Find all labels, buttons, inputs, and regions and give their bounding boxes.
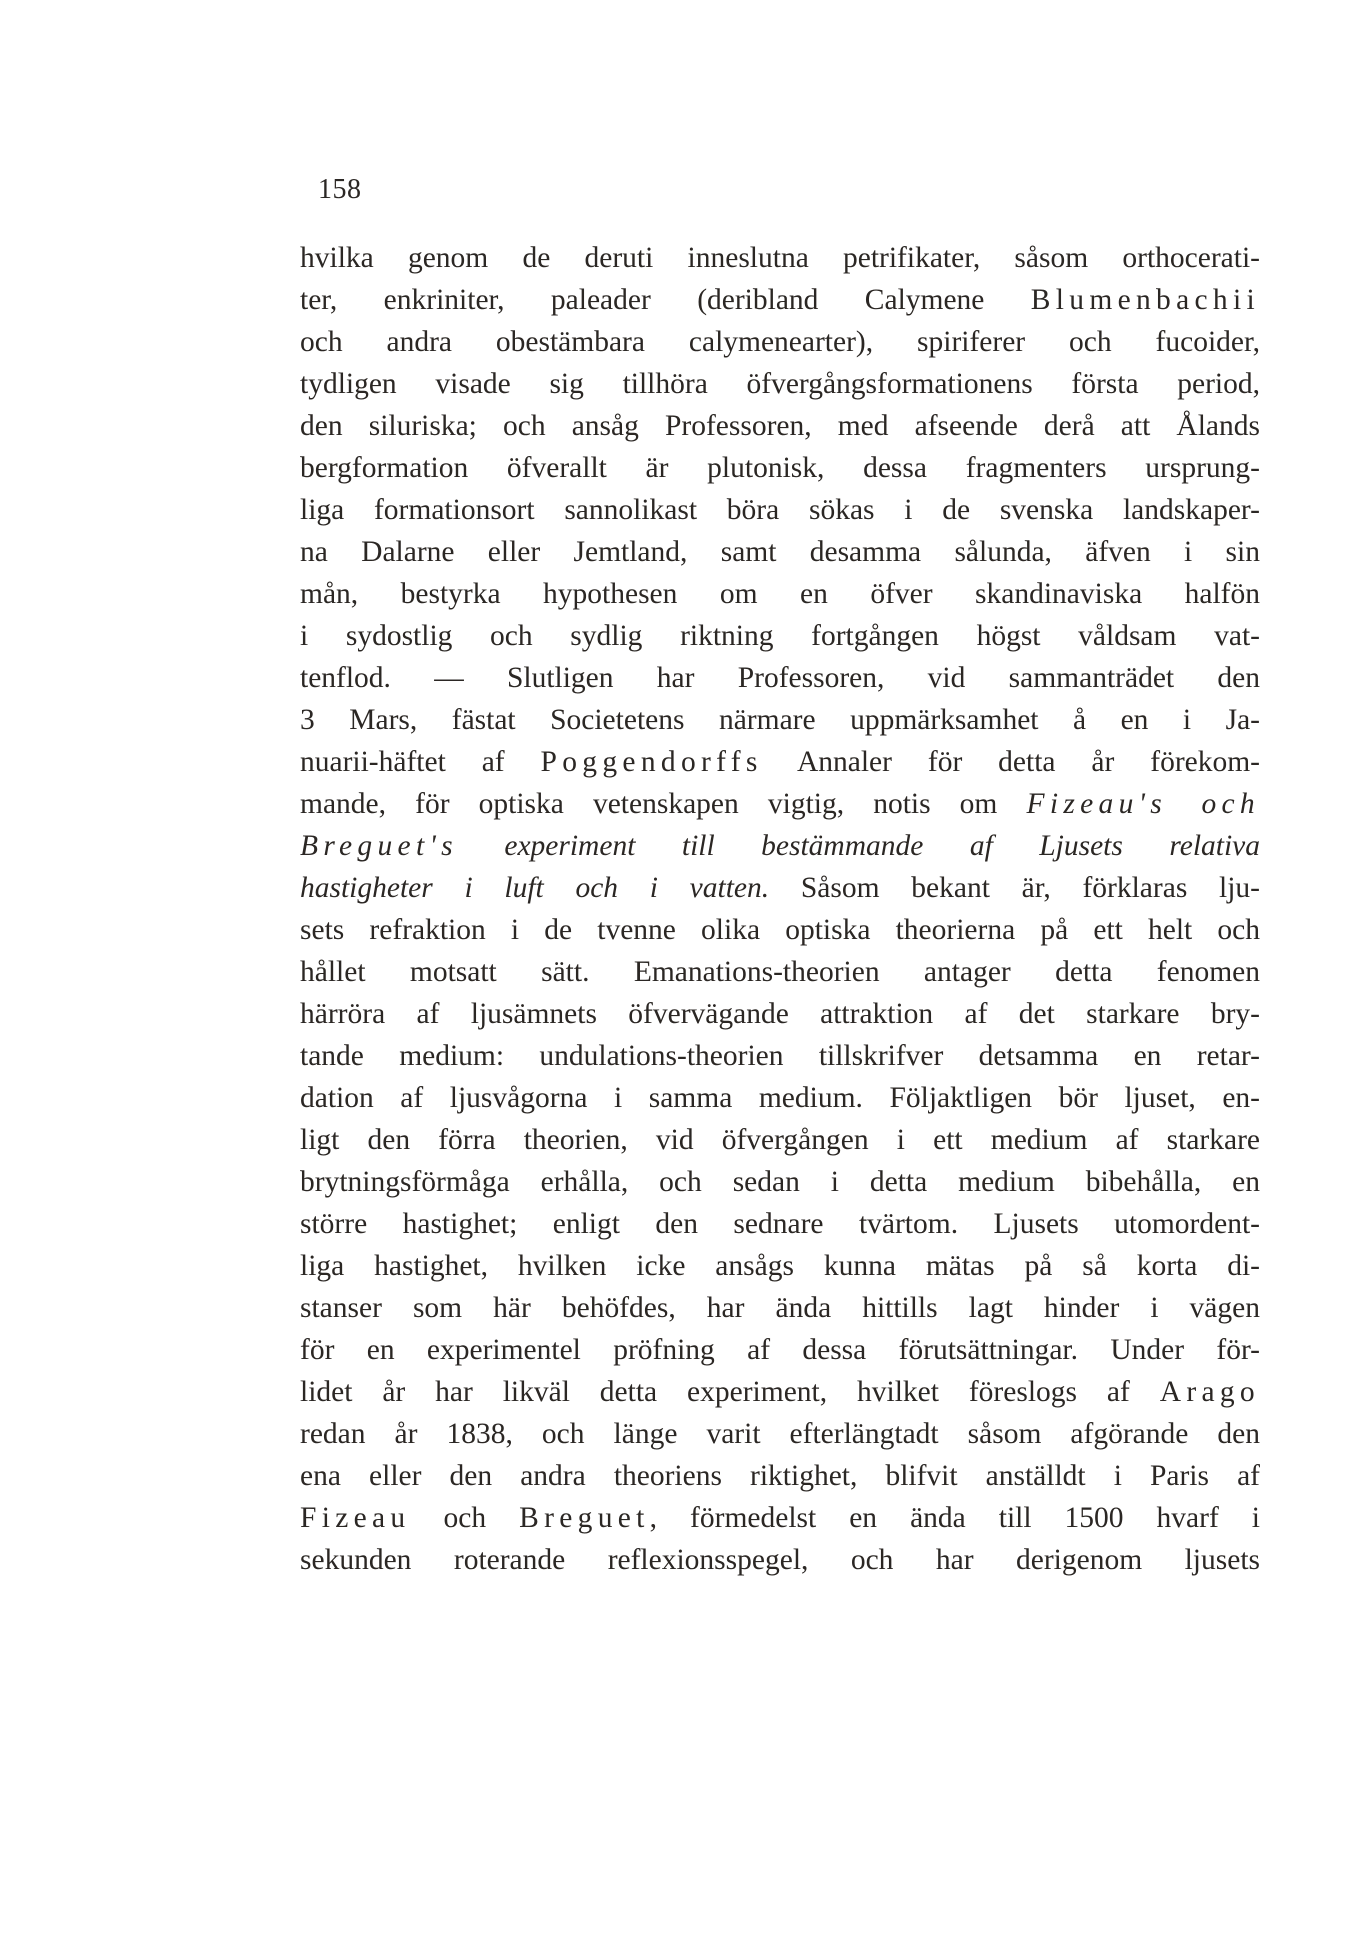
text-segment: tande medium: undulations-theorien tillskrifver detsamma en retar- — [300, 1040, 1260, 1072]
text-segment: Breguet — [519, 1502, 650, 1534]
text-line — [300, 1287, 1260, 1329]
text-line — [300, 741, 1260, 783]
text-segment: mån, bestyrka hypothesen om en öfver skandinaviska halfön — [300, 578, 1260, 610]
text-segment: sekunden roterande reflexionsspegel, och har derigenom ljusets — [300, 1544, 1260, 1576]
text-segment: na Dalarne eller Jemtland, samt desamma sålunda, äfven i sin — [300, 536, 1260, 568]
text-line — [300, 1035, 1260, 1077]
text-line — [300, 1203, 1260, 1245]
text-segment: tydligen visade sig tillhöra öfvergångsformationens första period, — [300, 368, 1260, 400]
text-line — [300, 279, 1260, 321]
text-segment: stanser som här behöfdes, har ända hittills lagt hinder i vägen — [300, 1292, 1260, 1324]
text-segment: hållet motsatt sätt. Emanations-theorien antager detta fenomen — [300, 956, 1260, 988]
text-line — [300, 1077, 1260, 1119]
text-segment: , förmedelst en ända till 1500 hvarf i — [649, 1502, 1260, 1534]
text-line — [300, 1497, 1260, 1539]
text-line — [300, 489, 1260, 531]
text-line — [300, 657, 1260, 699]
text-segment: ligt den förra theorien, vid öfvergången i ett medium af starkare — [300, 1124, 1260, 1156]
text-segment: ter, enkriniter, paleader (deribland Calymene — [300, 284, 1031, 316]
text-line — [300, 825, 1260, 867]
text-segment: hastigheter i luft och i vatten. — [300, 872, 770, 904]
text-line — [300, 699, 1260, 741]
text-line — [300, 1119, 1260, 1161]
text-line — [300, 1245, 1260, 1287]
text-line — [300, 867, 1260, 909]
text-segment: lidet år har likväl detta experiment, hvilket föreslogs af — [300, 1376, 1160, 1408]
text-segment: tenflod. — Slutligen har Professoren, vid sammanträdet den — [300, 662, 1260, 694]
text-segment: Annaler för detta år förekom- — [762, 746, 1260, 778]
text-segment: bergformation öfverallt är plutonisk, dessa fragmenters ursprung- — [300, 452, 1260, 484]
text-line — [300, 993, 1260, 1035]
text-line — [300, 237, 1260, 279]
text-line — [300, 1161, 1260, 1203]
text-segment: Arago — [1159, 1376, 1260, 1408]
text-segment: mande, för optiska vetenskapen vigtig, notis om — [300, 788, 1027, 820]
text-segment: nuarii-häftet af — [300, 746, 541, 778]
text-line — [300, 783, 1260, 825]
text-segment: och andra obestämbara calymenearter), spiriferer och fucoider, — [300, 326, 1260, 358]
page-number: 158 — [318, 174, 362, 205]
text-line — [300, 909, 1260, 951]
text-segment: den siluriska; och ansåg Professoren, med afseende derå att Ålands — [300, 410, 1260, 442]
text-segment: redan år 1838, och länge varit efterlängtadt såsom afgörande den — [300, 1418, 1260, 1450]
text-segment: och — [410, 1502, 520, 1534]
text-segment: Fizeau — [300, 1502, 411, 1534]
text-segment: 3 Mars, fästat Societetens närmare uppmärksamhet å en i Ja- — [300, 704, 1260, 736]
text-line — [300, 1455, 1260, 1497]
text-segment: Blumenbachii — [1030, 284, 1260, 316]
text-segment: experiment till bestämmande af Ljusets relativa — [457, 830, 1260, 862]
text-line — [300, 321, 1260, 363]
text-line — [300, 363, 1260, 405]
text-segment: härröra af ljusämnets öfvervägande attraktion af det starkare bry- — [300, 998, 1260, 1030]
text-line — [300, 1413, 1260, 1455]
text-segment: liga hastighet, hvilken icke ansågs kunna mätas på så korta di- — [300, 1250, 1260, 1282]
text-segment: i sydostlig och sydlig riktning fortgången högst våldsam vat- — [300, 620, 1260, 652]
text-segment: liga formationsort sannolikast böra sökas i de svenska landskaper- — [300, 494, 1260, 526]
text-line — [300, 951, 1260, 993]
text-segment: Breguet's — [300, 830, 458, 862]
text-segment: Såsom bekant är, förklaras lju- — [769, 872, 1260, 904]
text-line — [300, 1539, 1260, 1581]
text-line — [300, 405, 1260, 447]
text-segment: sets refraktion i de tvenne olika optiska theorierna på ett helt och — [300, 914, 1260, 946]
text-segment: för en experimentel pröfning af dessa förutsättningar. Under för- — [300, 1334, 1260, 1366]
text-segment: brytningsförmåga erhålla, och sedan i detta medium bibehålla, en — [300, 1166, 1260, 1198]
text-segment: Fizeau's och — [1026, 788, 1260, 820]
text-segment: ena eller den andra theoriens riktighet, blifvit anställdt i Paris af — [300, 1460, 1260, 1492]
text-segment: större hastighet; enligt den sednare tvärtom. Ljusets utomordent- — [300, 1208, 1260, 1240]
text-line — [300, 1371, 1260, 1413]
text-segment: Poggendorffs — [540, 746, 763, 778]
text-segment: dation af ljusvågorna i samma medium. Följaktligen bör ljuset, en- — [300, 1082, 1260, 1114]
text-line — [300, 573, 1260, 615]
text-segment: hvilka genom de deruti inneslutna petrifikater, såsom orthocerati- — [300, 242, 1260, 274]
text-line — [300, 615, 1260, 657]
text-line — [300, 1329, 1260, 1371]
body-text — [300, 237, 1260, 1581]
text-line — [300, 531, 1260, 573]
text-line — [300, 447, 1260, 489]
